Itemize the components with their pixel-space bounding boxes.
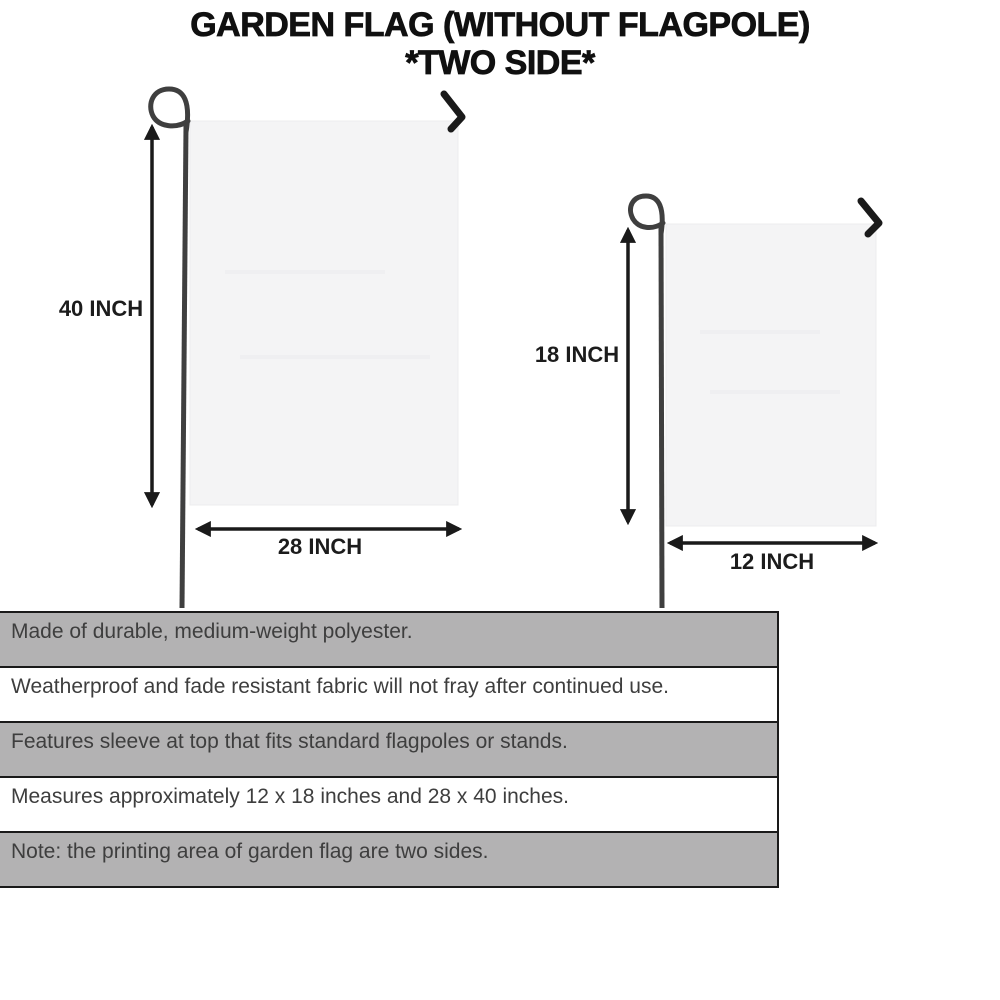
large-flag-fabric-crease — [240, 355, 430, 359]
feature-row — [0, 831, 779, 888]
feature-text: Note: the printing area of garden flag are two sides. — [11, 840, 489, 863]
large-flag-fabric-crease — [225, 270, 385, 274]
small-flag-fabric-crease — [710, 390, 840, 394]
title-line-2: *TWO SIDE* — [405, 44, 595, 83]
title-line-1: GARDEN FLAG (WITHOUT FLAGPOLE) — [190, 6, 810, 44]
feature-list — [0, 611, 779, 888]
large-flag-pole — [182, 126, 186, 608]
small-flag-pole — [661, 228, 662, 608]
feature-row — [0, 721, 779, 778]
large-flag-fabric — [190, 121, 458, 505]
feature-row — [0, 776, 779, 833]
feature-text: Features sleeve at top that fits standard flagpoles or stands. — [11, 730, 568, 753]
feature-text: Weatherproof and fade resistant fabric will not fray after continued use. — [11, 675, 669, 698]
small-flag-pole-loop-icon — [631, 196, 663, 234]
page-title — [0, 6, 1000, 82]
small-flag-width-label: 12 INCH — [729, 549, 815, 574]
small-flag-height-label: 18 INCH — [534, 342, 620, 367]
large-flag-width-label: 28 INCH — [277, 534, 363, 559]
small-flag-fabric — [666, 224, 876, 526]
feature-text: Made of durable, medium-weight polyester. — [11, 620, 413, 643]
feature-text: Measures approximately 12 x 18 inches and 28 x 40 inches. — [11, 785, 569, 808]
feature-row — [0, 611, 779, 668]
large-flag-pole-loop-icon — [151, 89, 188, 132]
large-flag-height-label: 40 INCH — [58, 296, 144, 321]
feature-row — [0, 666, 779, 723]
small-flag-fabric-crease — [700, 330, 820, 334]
